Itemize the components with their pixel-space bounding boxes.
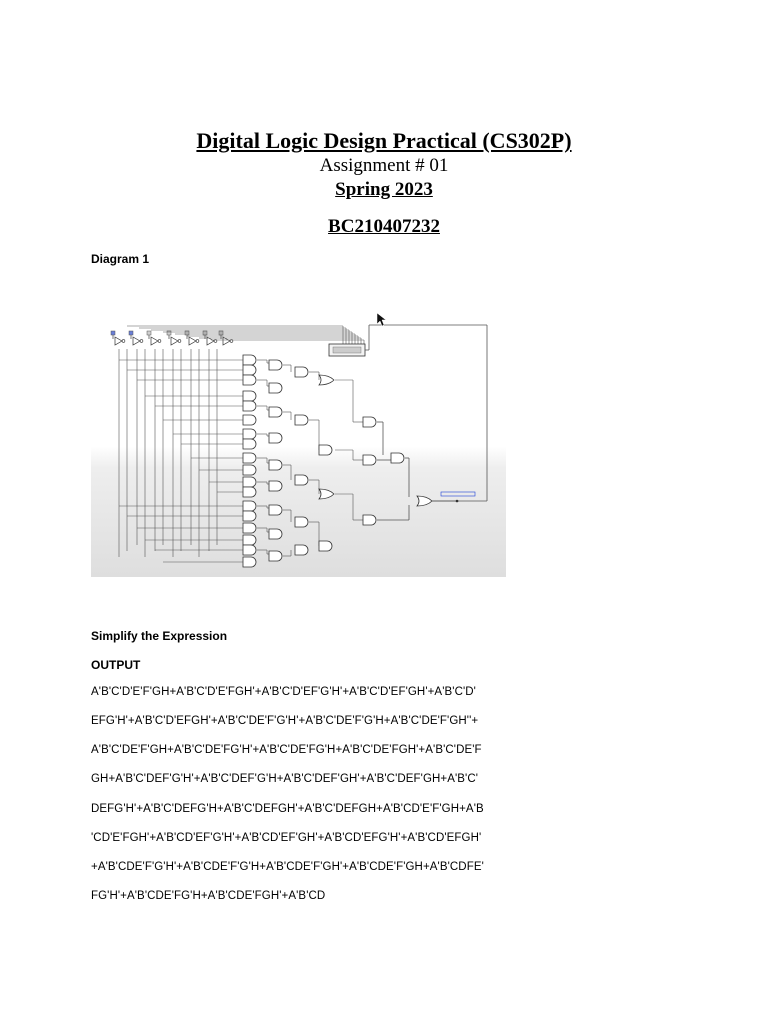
not-gate <box>151 337 158 345</box>
semester: Spring 2023 <box>335 179 433 200</box>
output-probe <box>441 492 475 496</box>
document-title: Digital Logic Design Practical (CS302P) <box>196 128 572 153</box>
and-gate <box>269 551 282 561</box>
and-gate <box>243 557 256 567</box>
expression-line: A'B'C'D'E'F'GH+A'B'C'D'E'FGH'+A'B'C'D'EF'G'H'+A'B'C'D'EF'GH'+A'B'C'D' <box>91 686 476 698</box>
not-gate <box>189 337 196 345</box>
and-gate <box>243 523 256 533</box>
not-gate <box>115 337 122 345</box>
and-gate <box>243 501 256 511</box>
and-gate <box>243 487 256 497</box>
input-pin <box>147 331 151 335</box>
input-pin <box>185 331 189 335</box>
and-gate <box>243 415 256 425</box>
output-label: OUTPUT <box>91 658 141 672</box>
expression-line: 'CD'E'FGH'+A'B'CD'EF'G'H'+A'B'CD'EF'GH'+A'B'CD'EFG'H'+A'B'CD'EFGH' <box>91 832 482 844</box>
logic-circuit <box>91 305 506 577</box>
and-gate <box>319 445 332 455</box>
and-gate <box>243 453 256 463</box>
and-gate <box>319 541 332 551</box>
not-gate-bubble <box>140 340 143 343</box>
and-gate <box>243 535 256 545</box>
and-gate <box>243 391 256 401</box>
student-id: BC210407232 <box>328 216 440 237</box>
or-gate <box>319 489 334 499</box>
output-node <box>456 500 459 503</box>
and-gate <box>269 383 282 393</box>
expression-line: GH+A'B'C'DEF'G'H'+A'B'C'DEF'G'H+A'B'C'DEF'GH'+A'B'C'DEF'GH+A'B'C' <box>91 773 479 785</box>
input-pin <box>219 331 223 335</box>
and-gate <box>363 417 376 427</box>
and-gate <box>243 375 256 385</box>
input-pin <box>129 331 133 335</box>
and-gate <box>295 367 308 377</box>
and-gate <box>269 407 282 417</box>
and-gate <box>269 481 282 491</box>
expression-line: DEFG'H'+A'B'C'DEFG'H+A'B'C'DEFGH'+A'B'C'DEFGH+A'B'CD'E'F'GH+A'B <box>91 803 484 815</box>
input-pin <box>111 331 115 335</box>
diagram-label: Diagram 1 <box>91 252 150 266</box>
not-gate <box>171 337 178 345</box>
expression-line: FG'H'+A'B'CDE'FG'H+A'B'CDE'FGH'+A'B'CD <box>91 890 326 902</box>
expression-line: A'B'C'DE'F'GH+A'B'C'DE'FG'H'+A'B'C'DE'FG'H+A'B'C'DE'FGH'+A'B'C'DE'F <box>91 744 482 756</box>
circuit-diagram-image <box>91 305 506 577</box>
assignment-number: Assignment # 01 <box>319 155 449 176</box>
and-gate <box>269 360 282 370</box>
simplify-heading: Simplify the Expression <box>91 629 228 643</box>
and-gate <box>391 453 404 463</box>
and-gate <box>243 365 256 375</box>
expression-line: +A'B'CDE'F'G'H'+A'B'CDE'F'G'H+A'B'CDE'F'GH'+A'B'CDE'F'GH+A'B'CDFE' <box>91 861 484 873</box>
and-gate <box>243 545 256 555</box>
expression-line: EFG'H'+A'B'C'D'EFGH'+A'B'C'DE'F'G'H'+A'B'C'DE'F'G'H+A'B'C'DE'F'GH''+ <box>91 715 479 727</box>
and-gate <box>243 401 256 411</box>
input-pin <box>167 331 171 335</box>
and-gate <box>243 511 256 521</box>
and-gate <box>295 545 308 555</box>
not-gate-bubble <box>196 340 199 343</box>
display-readout <box>333 347 361 353</box>
not-gate-bubble <box>158 340 161 343</box>
and-gate <box>363 455 376 465</box>
and-gate <box>295 475 308 485</box>
cursor-icon <box>377 313 386 326</box>
and-gate <box>269 460 282 470</box>
or-gate <box>319 375 334 385</box>
not-gate <box>133 337 140 345</box>
and-gate <box>269 505 282 515</box>
and-gate <box>363 515 376 525</box>
not-gate-bubble <box>122 340 125 343</box>
and-gate <box>243 465 256 475</box>
and-gate <box>243 439 256 449</box>
and-gate <box>295 415 308 425</box>
or-gate <box>417 496 432 506</box>
and-gate <box>243 477 256 487</box>
and-gate <box>269 433 282 443</box>
not-gate-bubble <box>178 340 181 343</box>
and-gate <box>269 529 282 539</box>
and-gate <box>243 429 256 439</box>
and-gate <box>295 517 308 527</box>
and-gate <box>243 355 256 365</box>
input-pin <box>203 331 207 335</box>
